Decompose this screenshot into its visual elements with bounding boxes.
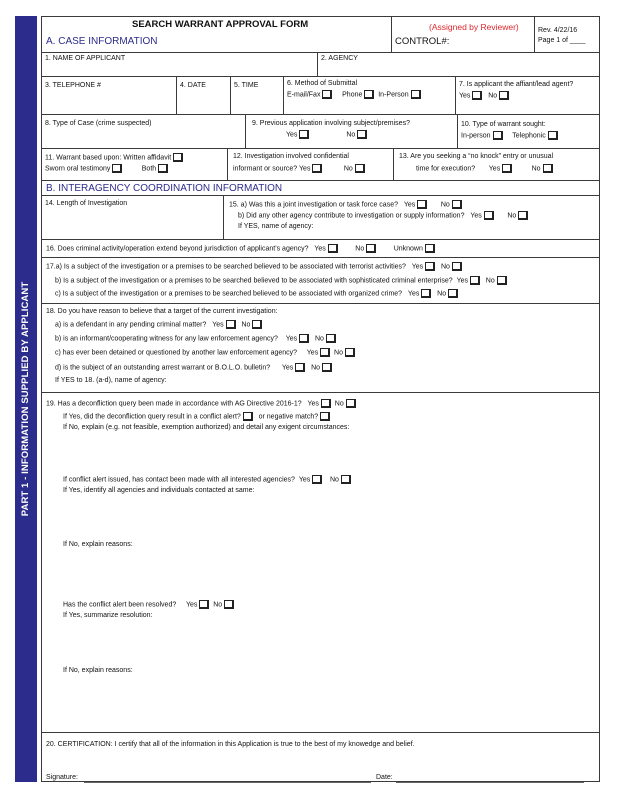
other-agency-no-checkbox[interactable] [518,211,528,220]
phone-label: Phone [342,91,363,99]
revision-date: Rev. 4/22/16 [538,27,578,34]
warrant-type-cell [458,115,601,148]
resolution-summary-label: If Yes, summarize resolution: [63,612,153,619]
alert-resolved-question: Has the conflict alert been resolved? [63,601,177,609]
previous-application-cell [246,115,458,148]
warrant-bolo-question: d) is the subject of an outstanding arrest warrant or B.O.L.O. bulletin? [55,364,271,372]
date-signed-label: Date: [376,774,393,781]
revision-cell [535,17,601,52]
sworn-oral-checkbox[interactable] [112,164,122,173]
jurisdiction-unknown-label: Unknown [393,245,423,253]
deconfliction-no-checkbox[interactable] [346,399,356,408]
telephonic-checkbox[interactable] [548,131,558,140]
other-agency-yes-label: Yes [470,212,482,220]
pending-no-label: No [241,321,251,329]
detained-no-label: No [334,349,343,357]
deconfliction-question: 19. Has a deconfliction query been made in accordance with AG Directive 2016-1? [46,400,302,408]
bolo-yes-label: Yes [281,364,294,372]
row-jurisdiction [42,240,599,258]
terrorist-no-checkbox[interactable] [452,262,462,271]
row-applicant [42,53,599,77]
witness-yes-checkbox[interactable] [299,334,309,343]
informant-yes-label: Yes [299,165,311,173]
email-fax-label: E-mail/Fax [287,91,321,99]
negative-match-checkbox[interactable] [320,412,330,421]
no-knock-cell [394,149,601,180]
signature-line[interactable] [84,782,371,783]
previous-yes-checkbox[interactable] [299,130,309,139]
affiant-yes-checkbox[interactable] [472,91,482,100]
terrorist-no-label: No [440,263,450,271]
phone-checkbox[interactable] [364,90,374,99]
sidebar-label: PART 1 - INFORMATION SUPPLIED BY APPLICANT [20,281,32,517]
in-person-checkbox[interactable] [411,90,421,99]
detained-question: c) has ever been detained or questioned by another law enforcement agency? [55,349,298,357]
contact-no-reasons-label: If No, explain reasons: [63,541,133,548]
witness-yes-label: Yes [285,335,298,343]
previous-no-label: No [346,131,356,139]
organized-no-checkbox[interactable] [448,289,458,298]
affiant-no-checkbox[interactable] [499,91,509,100]
unresolved-reasons-label: If No, explain reasons: [63,667,133,674]
row-case-type [42,115,599,149]
certification-statement: 20. CERTIFICATION: I certify that all of the information in this Application is true to the best of my knowedge and belief. [46,741,415,748]
deconfliction-yes-checkbox[interactable] [321,399,331,408]
pending-yes-checkbox[interactable] [226,320,236,329]
signature-label: Signature: [46,774,78,781]
row-target-status [42,304,599,393]
contact-made-question: If conflict alert issued, has contact been made with all interested agencies? [63,476,295,484]
jurisdiction-question: 16. Does criminal activity/operation extend beyond jurisdiction of applicant’s agency? [46,245,309,253]
no-knock-question: 13. Are you seeking a “no knock” entry or unusual [399,153,554,160]
warrant-type-question: 10. Type of warrant sought: [461,121,546,128]
jurisdiction-yes-label: Yes [314,245,326,253]
jurisdiction-yes-checkbox[interactable] [328,244,338,253]
both-checkbox[interactable] [158,164,168,173]
time-field[interactable] [231,77,284,114]
detained-yes-label: Yes [306,349,319,357]
both-label: Both [141,165,157,173]
row-associations [42,258,599,304]
applicant-name-label: 1. NAME OF APPLICANT [45,55,126,62]
bolo-yes-checkbox[interactable] [295,363,305,372]
informant-witness-question: b) is an informant/cooperating witness for any law enforcement agency? [55,335,278,343]
title-cell [42,17,392,52]
organized-no-label: No [437,290,447,298]
conflict-alert-checkbox[interactable] [243,412,253,421]
date-line[interactable] [396,782,584,783]
row-certification [42,733,599,783]
no-knock-no-checkbox[interactable] [543,164,553,173]
terrorist-yes-label: Yes [411,263,424,271]
negative-match-label: or negative match? [258,413,319,421]
other-agency-no-label: No [507,212,517,220]
no-knock-no-label: No [531,165,541,173]
contact-yes-checkbox[interactable] [312,475,322,484]
agency-name-label: If YES, name of agency: [238,223,314,230]
control-cell [392,17,535,52]
jurisdiction-unknown-checkbox[interactable] [425,244,435,253]
written-affidavit-checkbox[interactable] [173,153,183,162]
joint-yes-checkbox[interactable] [417,200,427,209]
previous-application-question: 9. Previous application involving subject/premises? [252,120,410,127]
other-agency-question: b) Did any other agency contribute to investigation or supply information? [238,212,465,220]
informant-no-label: No [343,165,353,173]
execution-time-label: time for execution? [416,165,476,173]
agency-field[interactable] [318,53,601,76]
length-investigation-field[interactable] [42,196,224,239]
joint-no-label: No [440,201,450,209]
organized-yes-label: Yes [407,290,420,298]
telephone-label: 3. TELEPHONE # [45,82,101,89]
affiant-yes-label: Yes [459,92,471,100]
resolved-no-label: No [213,601,223,609]
control-number-label: CONTROL#: [395,36,450,47]
informant-source-label: informant or source? [233,165,298,173]
enterprise-no-checkbox[interactable] [497,276,507,285]
contact-yes-label: Yes [298,476,311,484]
joint-no-checkbox[interactable] [452,200,462,209]
bolo-no-label: No [311,364,321,372]
assigned-note: (Assigned by Reviewer) [429,22,519,32]
agencies-contacted-label: If Yes, identify all agencies and individuals contacted at same: [63,487,255,494]
terrorist-yes-checkbox[interactable] [425,262,435,271]
telephone-field[interactable] [42,77,177,114]
affiant-no-label: No [488,92,498,100]
jurisdiction-no-checkbox[interactable] [366,244,376,253]
jurisdiction-no-label: No [355,245,365,253]
submittal-method-label: 6. Method of Submittal [287,80,358,87]
section-a-heading: A. CASE INFORMATION [46,36,158,47]
conflict-alert-question: If Yes, did the deconfliction query result in a conflict alert? [63,413,241,421]
terrorist-question: 17.a) Is a subject of the investigation or a premises to be searched believed to be associated with terrorist activities? [46,263,406,271]
organized-yes-checkbox[interactable] [421,289,431,298]
date-label: 4. DATE [180,82,206,89]
informant-yes-checkbox[interactable] [312,164,322,173]
witness-no-label: No [314,335,324,343]
row-warrant-basis [42,149,599,181]
row-investigation [42,196,599,240]
page-number: Page 1 of ____ [538,37,586,44]
enterprise-no-label: No [485,277,495,285]
case-type-label: 8. Type of Case (crime suspected) [45,120,152,127]
previous-yes-label: Yes [286,131,298,139]
resolved-yes-label: Yes [185,601,198,609]
detained-yes-checkbox[interactable] [320,348,330,357]
row-contact [42,77,599,115]
contact-no-checkbox[interactable] [341,475,351,484]
section-b-heading: B. INTERAGENCY COORDINATION INFORMATION [46,183,283,194]
submittal-method-cell [284,77,456,114]
organized-crime-question: c) Is a subject of the investigation or a premises to be searched believed to be associated with organized crime? [55,290,403,298]
sworn-oral-label: Sworn oral testimony [45,165,111,173]
section-b-heading-row [42,181,599,196]
contact-no-label: No [329,476,339,484]
criminal-enterprise-question: b) Is a subject of the investigation or a premises to be searched believed to be associated with sophisticated criminal enterprise? [55,277,453,285]
pending-yes-label: Yes [212,321,224,329]
bolo-no-checkbox[interactable] [322,363,332,372]
resolved-no-checkbox[interactable] [224,600,234,609]
witness-no-checkbox[interactable] [326,334,336,343]
target-question: 18. Do you have reason to believe that a target of the current investigation: [46,308,278,315]
confidential-informant-question: 12. Investigation involved confidential [233,153,349,160]
deconfliction-explain-label: If No, explain (e.g. not feasible, exemption authorized) and detail any exigent circumstances: [63,424,350,431]
enterprise-yes-label: Yes [456,277,468,285]
warrant-basis-cell [42,149,228,180]
time-label: 5. TIME [234,82,259,89]
search-warrant-form [41,16,600,782]
in-person-warrant-label: In-person [461,132,491,140]
date-field[interactable] [177,77,231,114]
pending-matter-question: a) is a defendant in any pending criminal matter? [55,321,207,329]
in-person-warrant-checkbox[interactable] [493,131,503,140]
length-investigation-label: 14. Length of Investigation [45,200,128,207]
other-agency-yes-checkbox[interactable] [484,211,494,220]
no-knock-yes-label: Yes [488,165,501,173]
no-knock-yes-checkbox[interactable] [502,164,512,173]
email-fax-checkbox[interactable] [322,90,332,99]
deconfliction-no-label: No [334,400,344,408]
deconfliction-yes-label: Yes [307,400,319,408]
form-title: SEARCH WARRANT APPROVAL FORM [132,19,309,30]
header-row [42,17,599,53]
in-person-label: In-Person [378,91,409,99]
telephonic-label: Telephonic [512,132,546,140]
applicant-name-field[interactable] [42,53,318,76]
joint-investigation-cell [224,196,601,239]
target-agency-name-label: If YES to 18. (a-d), name of agency: [55,377,167,384]
row-deconfliction [42,393,599,733]
agency-label: 2. AGENCY [321,55,358,62]
previous-no-checkbox[interactable] [357,130,367,139]
warrant-basis-written-label: 11. Warrant based upon: Written affidavit [45,154,172,162]
pending-no-checkbox[interactable] [252,320,262,329]
detained-no-checkbox[interactable] [345,348,355,357]
affiant-question: 7. Is applicant the affiant/lead agent? [459,81,574,88]
resolved-yes-checkbox[interactable] [199,600,209,609]
joint-yes-label: Yes [403,201,416,209]
joint-investigation-question: 15. a) Was this a joint investigation or task force case? [229,201,398,209]
informant-no-checkbox[interactable] [355,164,365,173]
case-type-field[interactable] [42,115,246,148]
enterprise-yes-checkbox[interactable] [470,276,480,285]
part1-sidebar [15,16,37,782]
confidential-informant-cell [228,149,394,180]
affiant-cell [456,77,601,114]
